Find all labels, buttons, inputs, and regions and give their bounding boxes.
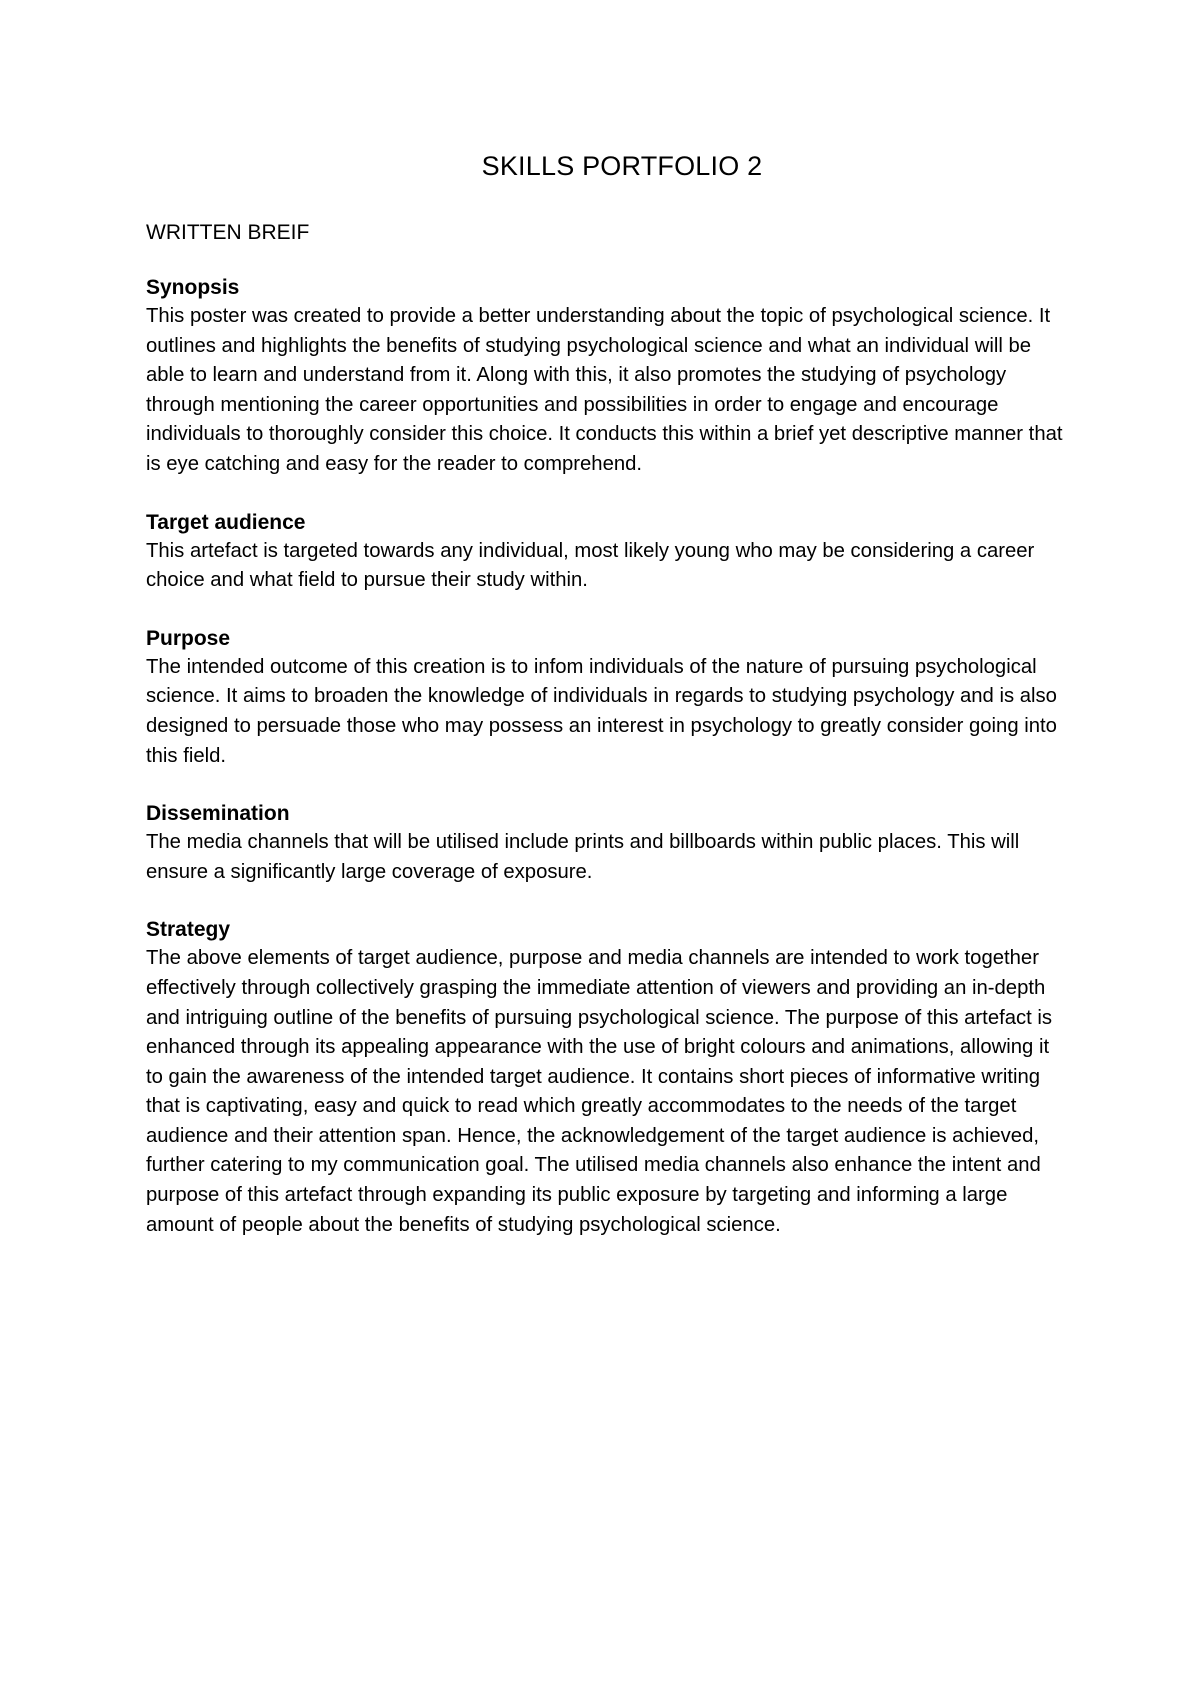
document-title: SKILLS PORTFOLIO 2	[481, 151, 763, 181]
section-body: The media channels that will be utilised include prints and billboards within public places. This will ensure a significantly large coverage of exposure.	[146, 831, 1020, 883]
section-heading: Dissemination	[146, 802, 290, 826]
section-dissemination	[146, 799, 1068, 887]
section-body: The above elements of target audience, purpose and media channels are intended to work together effectively through collectively grasping the immediate attention of viewers and providing an in-depth and intriguing outline of the benefits of pursuing psychological science. The purpose of this artefact is enhanced through its appealing appearance with the use of bright colours and animations, allowing it to gain the awareness of the intended target audience. It contains short pieces of informative writing that is captivating, easy and quick to read which greatly accommodates to the needs of the target audience and their attention span. Hence, the acknowledgement of the target audience is achieved, further catering to my communication goal. The utilised media channels also enhance the intent and purpose of this artefact through expanding its public exposure by targeting and informing a large amount of people about the benefits of studying psychological science.	[146, 947, 1053, 1236]
section-strategy	[146, 915, 1068, 1240]
section-heading: Target audience	[146, 510, 306, 534]
section-heading: Synopsis	[146, 276, 240, 299]
section-body: The intended outcome of this creation is to infom individuals of the nature of pursuing psychological science. It aims to broaden the knowledge of individuals in regards to studying psychology and is also designed to persuade those who may possess an interest in psychology to greatly consider going into this field.	[146, 655, 1057, 767]
section-synopsis	[146, 273, 1068, 480]
document-content	[146, 148, 1068, 1268]
section-heading: Strategy	[146, 918, 231, 942]
document-subtitle: WRITTEN BREIF	[146, 221, 310, 244]
section-target-audience	[146, 508, 1068, 596]
section-purpose	[146, 624, 1068, 771]
section-heading: Purpose	[146, 626, 231, 650]
section-body: This artefact is targeted towards any individual, most likely young who may be considering a career choice and what field to pursue their study within.	[146, 539, 1035, 592]
section-body: This poster was created to provide a better understanding about the topic of psychological science. It outlines and highlights the benefits of studying psychological science and what an individual will be able to learn and understand from it. Along with this, it also promotes the studying of psychology through mentioning the career opportunities and possibilities in order to engage and encourage individuals to thoroughly consider this choice. It conducts this within a brief yet descriptive manner that is eye catching and easy for the reader to comprehend.	[146, 305, 1063, 475]
